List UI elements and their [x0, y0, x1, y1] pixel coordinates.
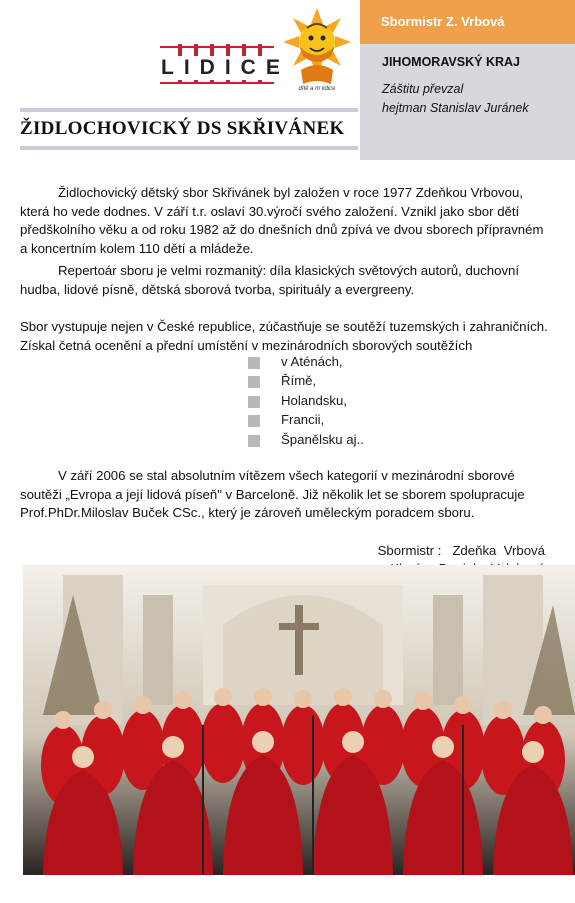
bullet-square-icon	[248, 357, 260, 369]
paragraph-line: Židlochovický dětský sbor Skřivánek byl založen v roce 1977 Zdeňkou Vrbovou,	[58, 185, 523, 200]
paragraph-line: předškolního věku a od roku 1982 až do dnešních dnů zpívá ve dvou sborech přípravném	[20, 222, 544, 237]
lidice-logo	[160, 42, 290, 90]
paragraph-line: která ho vede dodnes. V září t.r. oslaví 30.výročí svého založení. Vznikl jako sbor dětí	[20, 203, 520, 219]
bullet-square-icon	[248, 435, 260, 447]
choirmaster-label: Sbormistr Z. Vrbová	[381, 14, 505, 29]
credit-choirmaster: Sbormistr : Zdeňka Vrbová	[377, 543, 545, 558]
paragraph-line: a koncertním kolem 110 dětí a mládeže.	[20, 240, 254, 256]
paragraph-line: Sbor vystupuje nejen v České republice, zúčastňuje se soutěží tuzemských i zahraničních.	[20, 319, 548, 334]
bullet-square-icon	[248, 396, 260, 408]
region-label: JIHOMORAVSKÝ KRAJ	[382, 55, 520, 69]
title-rule-bottom	[20, 146, 358, 150]
patronage-line-1: Záštitu převzal	[382, 82, 464, 96]
choir-photo	[23, 565, 575, 875]
paragraph-line: hudba, lidové písně, dětská sborová tvorba, spirituály a evergreeny.	[20, 281, 415, 297]
paragraph-repertoire	[20, 262, 565, 299]
sun-caption: dítě a m lidice	[298, 86, 336, 92]
paragraph-barcelona	[20, 467, 565, 523]
paragraph-line: Repertoár sboru je velmi rozmanitý: díla klasických světových autorů, duchovní	[58, 263, 520, 278]
patronage-line-2: hejtman Stanislav Juránek	[382, 101, 529, 115]
paragraph-history	[20, 184, 565, 258]
logo-bar-bottom	[160, 82, 274, 84]
logo-text: LIDICE	[161, 56, 290, 79]
paragraph-line: Prof.PhDr.Miloslav Buček CSc., který je zároveň uměleckým poradcem sboru.	[20, 505, 475, 520]
paragraph-performances	[20, 318, 565, 355]
page-title: ŽIDLOCHOVICKÝ DS SKŘIVÁNEK	[20, 118, 345, 139]
bullet-square-icon	[248, 415, 260, 427]
paragraph-line: soutěži „Evropa a její lidová píseň" v Barceloně. Již několik let se sborem spolupracuje	[20, 486, 525, 502]
bullet-square-icon	[248, 376, 260, 388]
choir-photo-illustration	[23, 565, 575, 875]
choirmaster-banner	[360, 0, 575, 44]
title-rule-top	[20, 108, 358, 112]
info-panel	[360, 0, 575, 160]
paragraph-line: Získal četná ocenění a přední umístění v mezinárodních sborových soutěžích	[20, 337, 473, 353]
sun-mascot-icon	[281, 6, 353, 98]
paragraph-line: V září 2006 se stal absolutním vítězem všech kategorií v mezinárodní sborové	[58, 468, 515, 483]
title-bar	[20, 108, 358, 152]
